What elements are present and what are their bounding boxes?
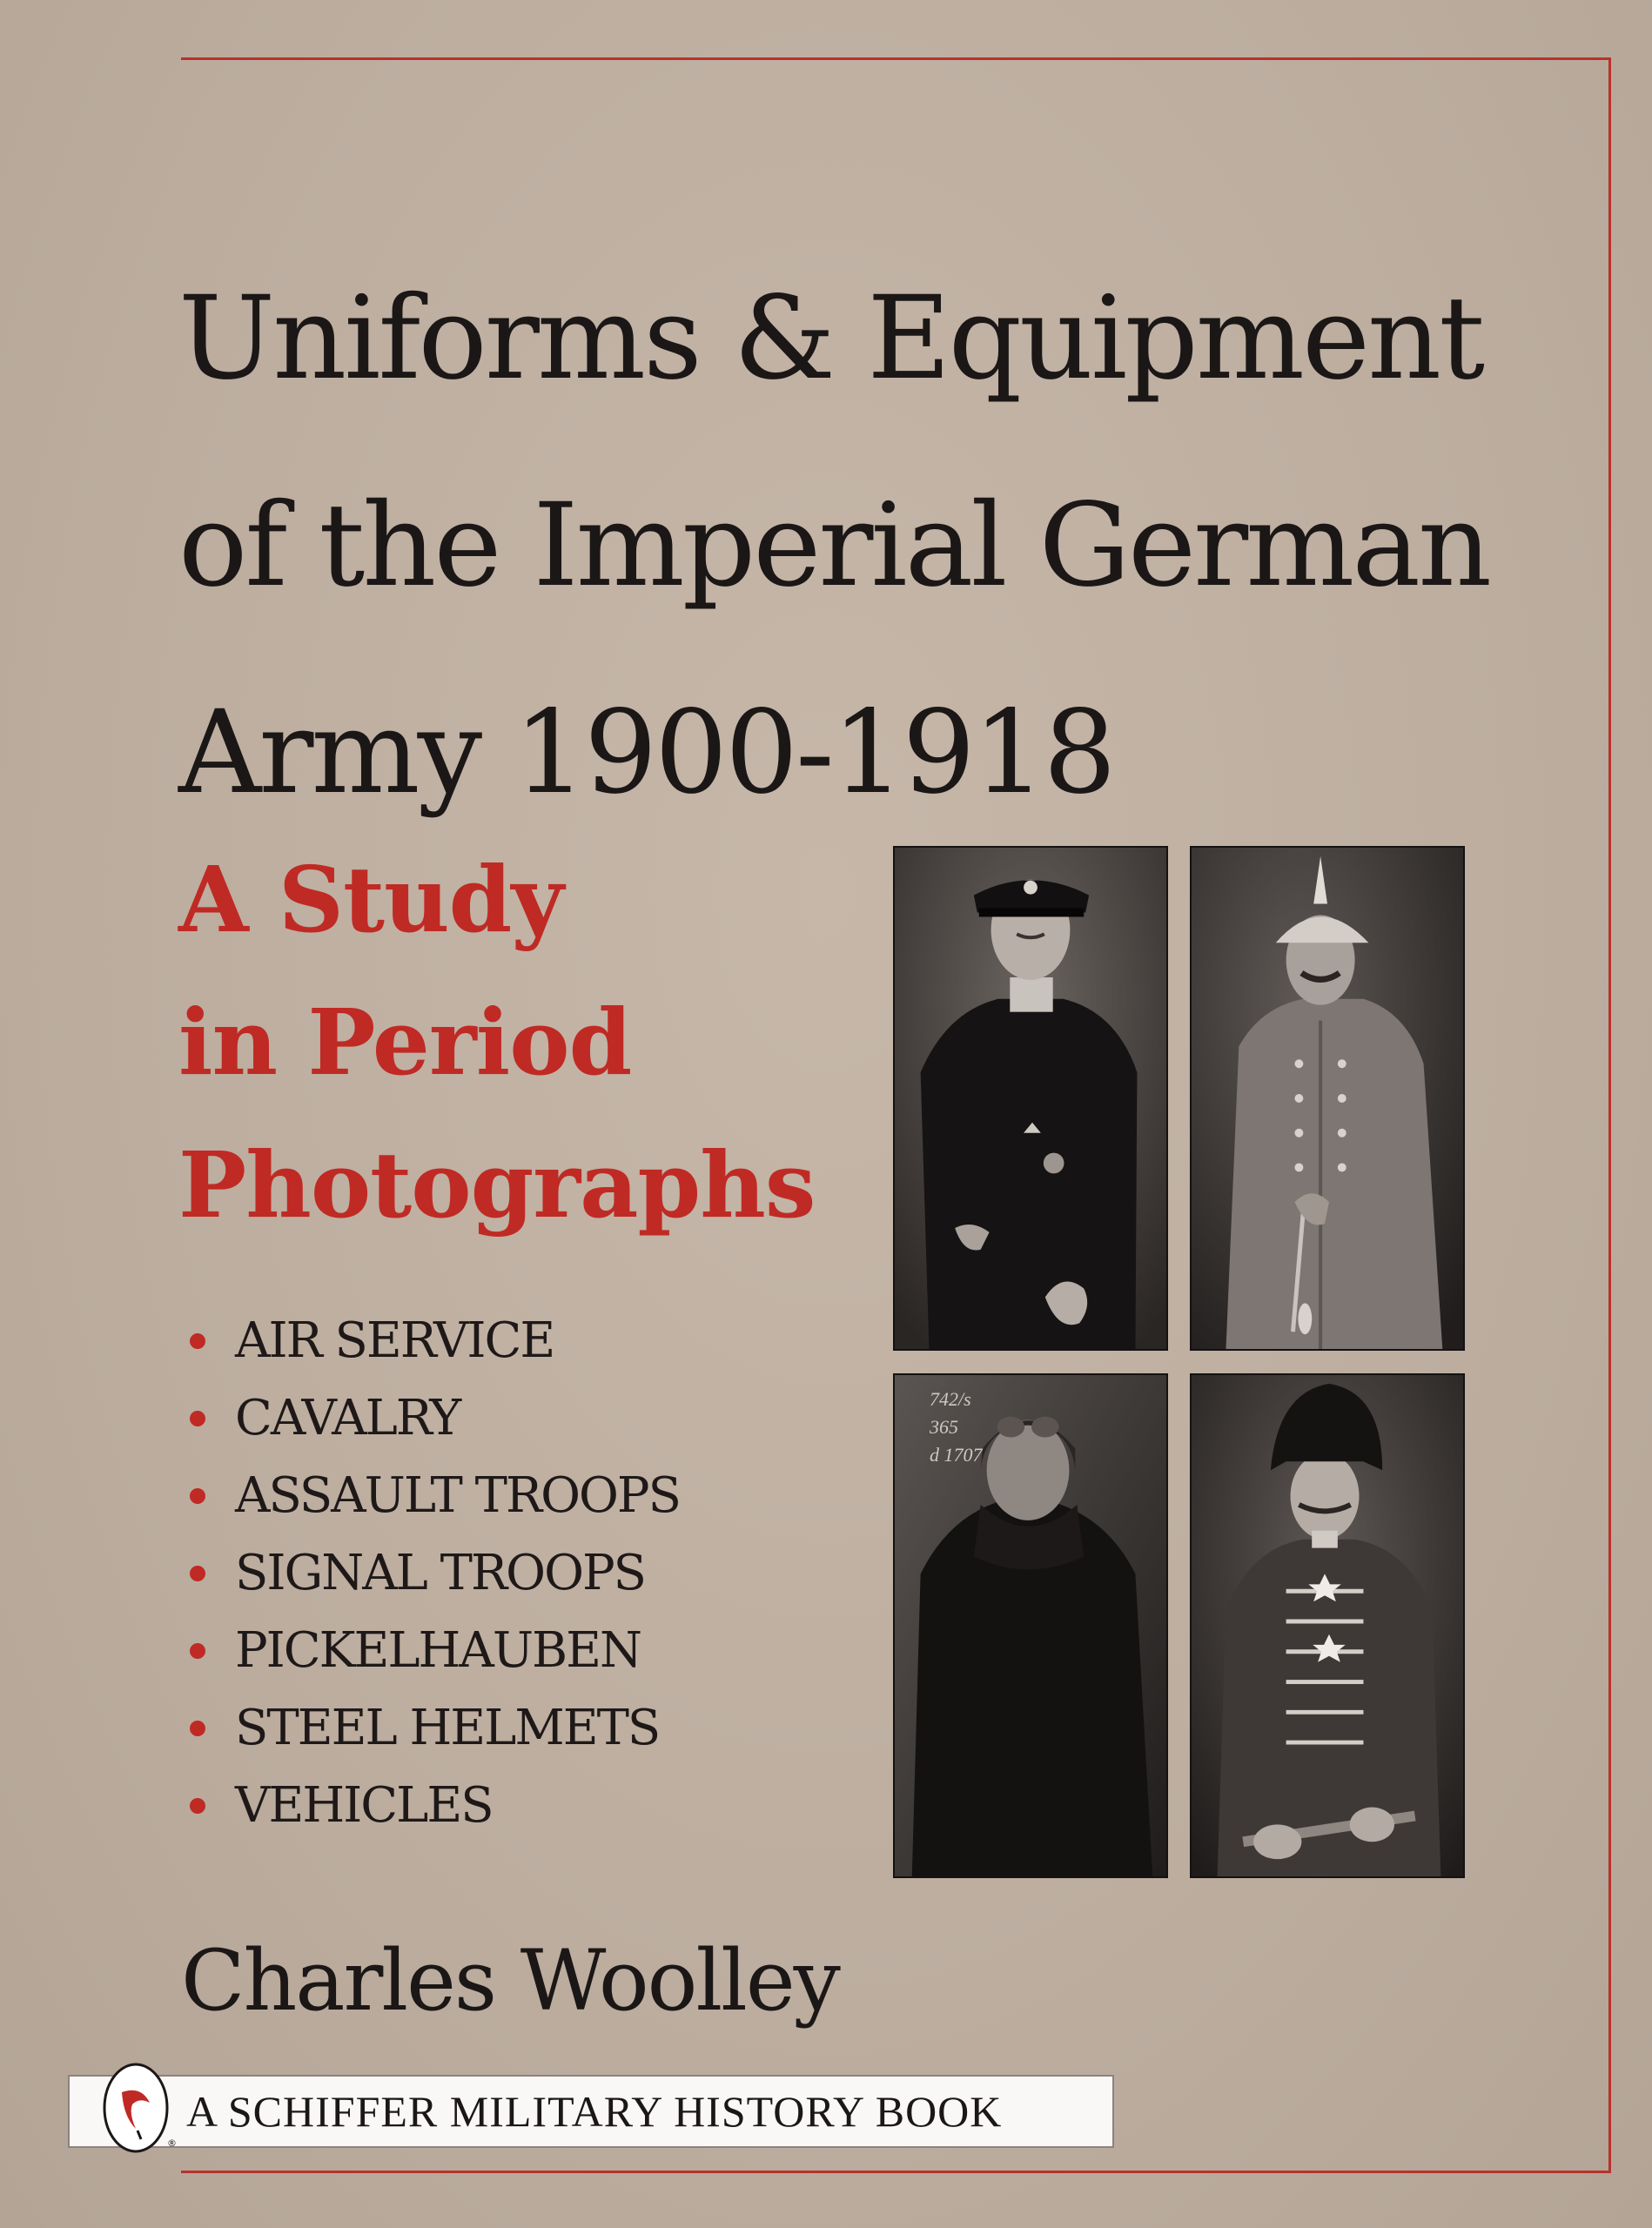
svg-text:®: ® [167, 2137, 177, 2149]
topic-item [190, 1689, 680, 1767]
title-line: Uniforms & Equipment [178, 272, 1483, 406]
photo-naval-officer [893, 846, 1168, 1351]
topic-label: STEEL HELMETS [235, 1700, 660, 1756]
topic-label: AIR SERVICE [235, 1312, 554, 1369]
book-subtitle [178, 829, 815, 1257]
bullet-icon [190, 1488, 205, 1504]
topic-label: VEHICLES [235, 1777, 493, 1834]
author-name: Charles Woolley [181, 1932, 839, 2030]
photo-inscription [930, 1386, 983, 1469]
topic-item [190, 1612, 680, 1689]
photo-pickelhaube-officer [1190, 846, 1465, 1351]
subtitle-line: A Study [178, 846, 563, 953]
topic-item [190, 1302, 680, 1379]
inscription-line: 742/s [930, 1388, 971, 1410]
title-line: Army 1900-1918 [178, 686, 1114, 820]
bullet-icon [190, 1566, 205, 1581]
topic-item [190, 1534, 680, 1612]
bullet-icon [190, 1721, 205, 1736]
inscription-line: 365 [930, 1416, 958, 1438]
publisher-line: A SCHIFFER MILITARY HISTORY BOOK [186, 2087, 1003, 2136]
bullet-icon [190, 1333, 205, 1349]
topic-item [190, 1767, 680, 1844]
topic-label: PICKELHAUBEN [235, 1622, 641, 1679]
subtitle-line: in Period [178, 989, 632, 1096]
topic-label: ASSAULT TROOPS [235, 1467, 680, 1524]
topic-list [190, 1302, 680, 1844]
subtitle-line: Photographs [178, 1131, 816, 1238]
red-frame-line-bottom [181, 2171, 1611, 2173]
book-title [178, 235, 1606, 856]
topic-item [190, 1457, 680, 1534]
bullet-icon [190, 1411, 205, 1426]
photo-hussar-officer [1190, 1373, 1465, 1878]
topic-label: CAVALRY [235, 1390, 460, 1446]
inscription-line: d 1707 [930, 1444, 983, 1466]
bullet-icon [190, 1643, 205, 1659]
photo-aviator [893, 1373, 1168, 1878]
topic-item [190, 1379, 680, 1457]
bullet-icon [190, 1798, 205, 1814]
feather-quill-icon [87, 2059, 185, 2157]
red-frame-line-right [1608, 57, 1611, 2172]
publisher-banner [68, 2075, 1114, 2148]
red-frame-line-top [181, 57, 1610, 60]
topic-label: SIGNAL TROOPS [235, 1545, 646, 1601]
title-line: of the Imperial German [178, 479, 1490, 613]
